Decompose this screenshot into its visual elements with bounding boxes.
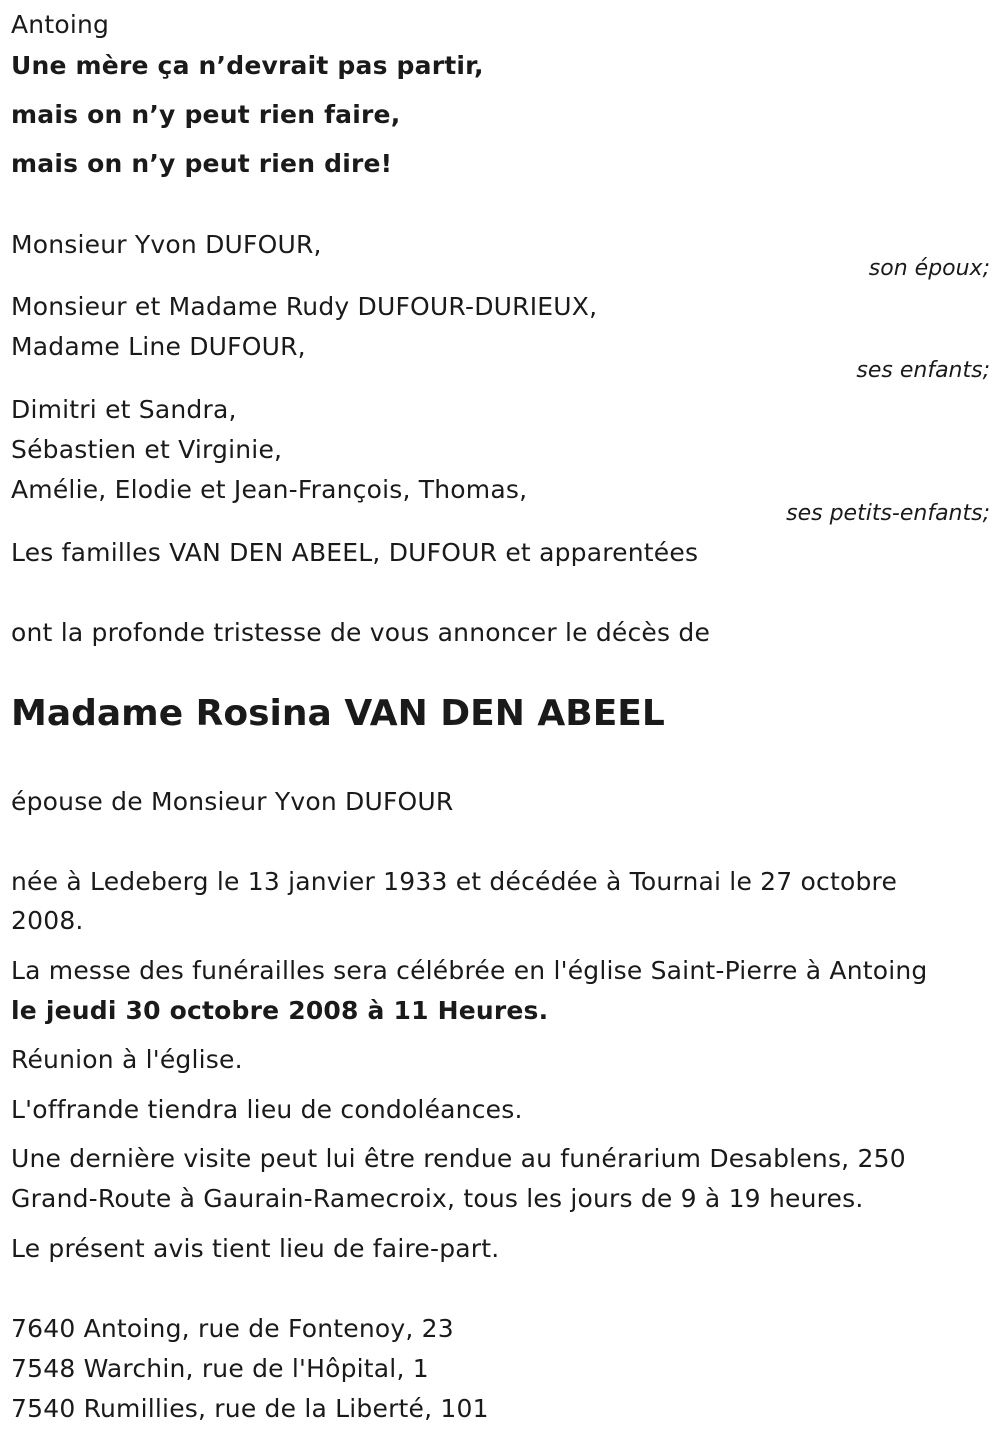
mass-text: La messe des funérailles sera célébrée en l'église Saint-Pierre à Antoing	[11, 956, 928, 985]
children-role: ses enfants;	[856, 358, 990, 383]
deceased-name: Madame Rosina VAN DEN ABEEL	[11, 693, 665, 734]
grandchildren-role: ses petits-enfants;	[786, 501, 990, 526]
poem-line-1: Une mère ça n’devrait pas partir,	[11, 51, 484, 80]
grandchildren-2: Sébastien et Virginie,	[11, 435, 283, 464]
birth-death-line-2: 2008.	[11, 906, 84, 935]
grandchildren-3: Amélie, Elodie et Jean-François, Thomas,	[11, 475, 528, 504]
families-line: Les familles VAN DEN ABEEL, DUFOUR et apparentées	[11, 538, 699, 567]
address-1: 7640 Antoing, rue de Fontenoy, 23	[11, 1314, 454, 1343]
spouse-role: son époux;	[868, 256, 990, 281]
notice: Le présent avis tient lieu de faire-part.	[11, 1234, 500, 1263]
visit-line-2: Grand-Route à Gaurain-Ramecroix, tous les jours de 9 à 19 heures.	[11, 1184, 864, 1213]
poem-line-2: mais on n’y peut rien faire,	[11, 100, 401, 129]
town-heading: Antoing	[11, 10, 110, 39]
address-2: 7548 Warchin, rue de l'Hôpital, 1	[11, 1354, 429, 1383]
announcement: ont la profonde tristesse de vous annoncer le décès de	[11, 618, 711, 647]
grandchildren-1: Dimitri et Sandra,	[11, 395, 237, 424]
birth-death-line-1: née à Ledeberg le 13 janvier 1933 et décédée à Tournai le 27 octobre	[11, 867, 898, 896]
offering: L'offrande tiendra lieu de condoléances.	[11, 1095, 523, 1124]
child-2: Madame Line DUFOUR,	[11, 332, 306, 361]
poem-line-3: mais on n’y peut rien dire!	[11, 149, 393, 178]
meeting: Réunion à l'église.	[11, 1045, 243, 1074]
spouse-of: épouse de Monsieur Yvon DUFOUR	[11, 787, 454, 816]
visit-line-1: Une dernière visite peut lui être rendue au funérarium Desablens, 250	[11, 1144, 906, 1173]
address-3: 7540 Rumillies, rue de la Liberté, 101	[11, 1394, 489, 1423]
spouse-name: Monsieur Yvon DUFOUR,	[11, 230, 322, 259]
child-1: Monsieur et Madame Rudy DUFOUR-DURIEUX,	[11, 292, 598, 321]
mass-date: le jeudi 30 octobre 2008 à 11 Heures.	[11, 996, 549, 1025]
